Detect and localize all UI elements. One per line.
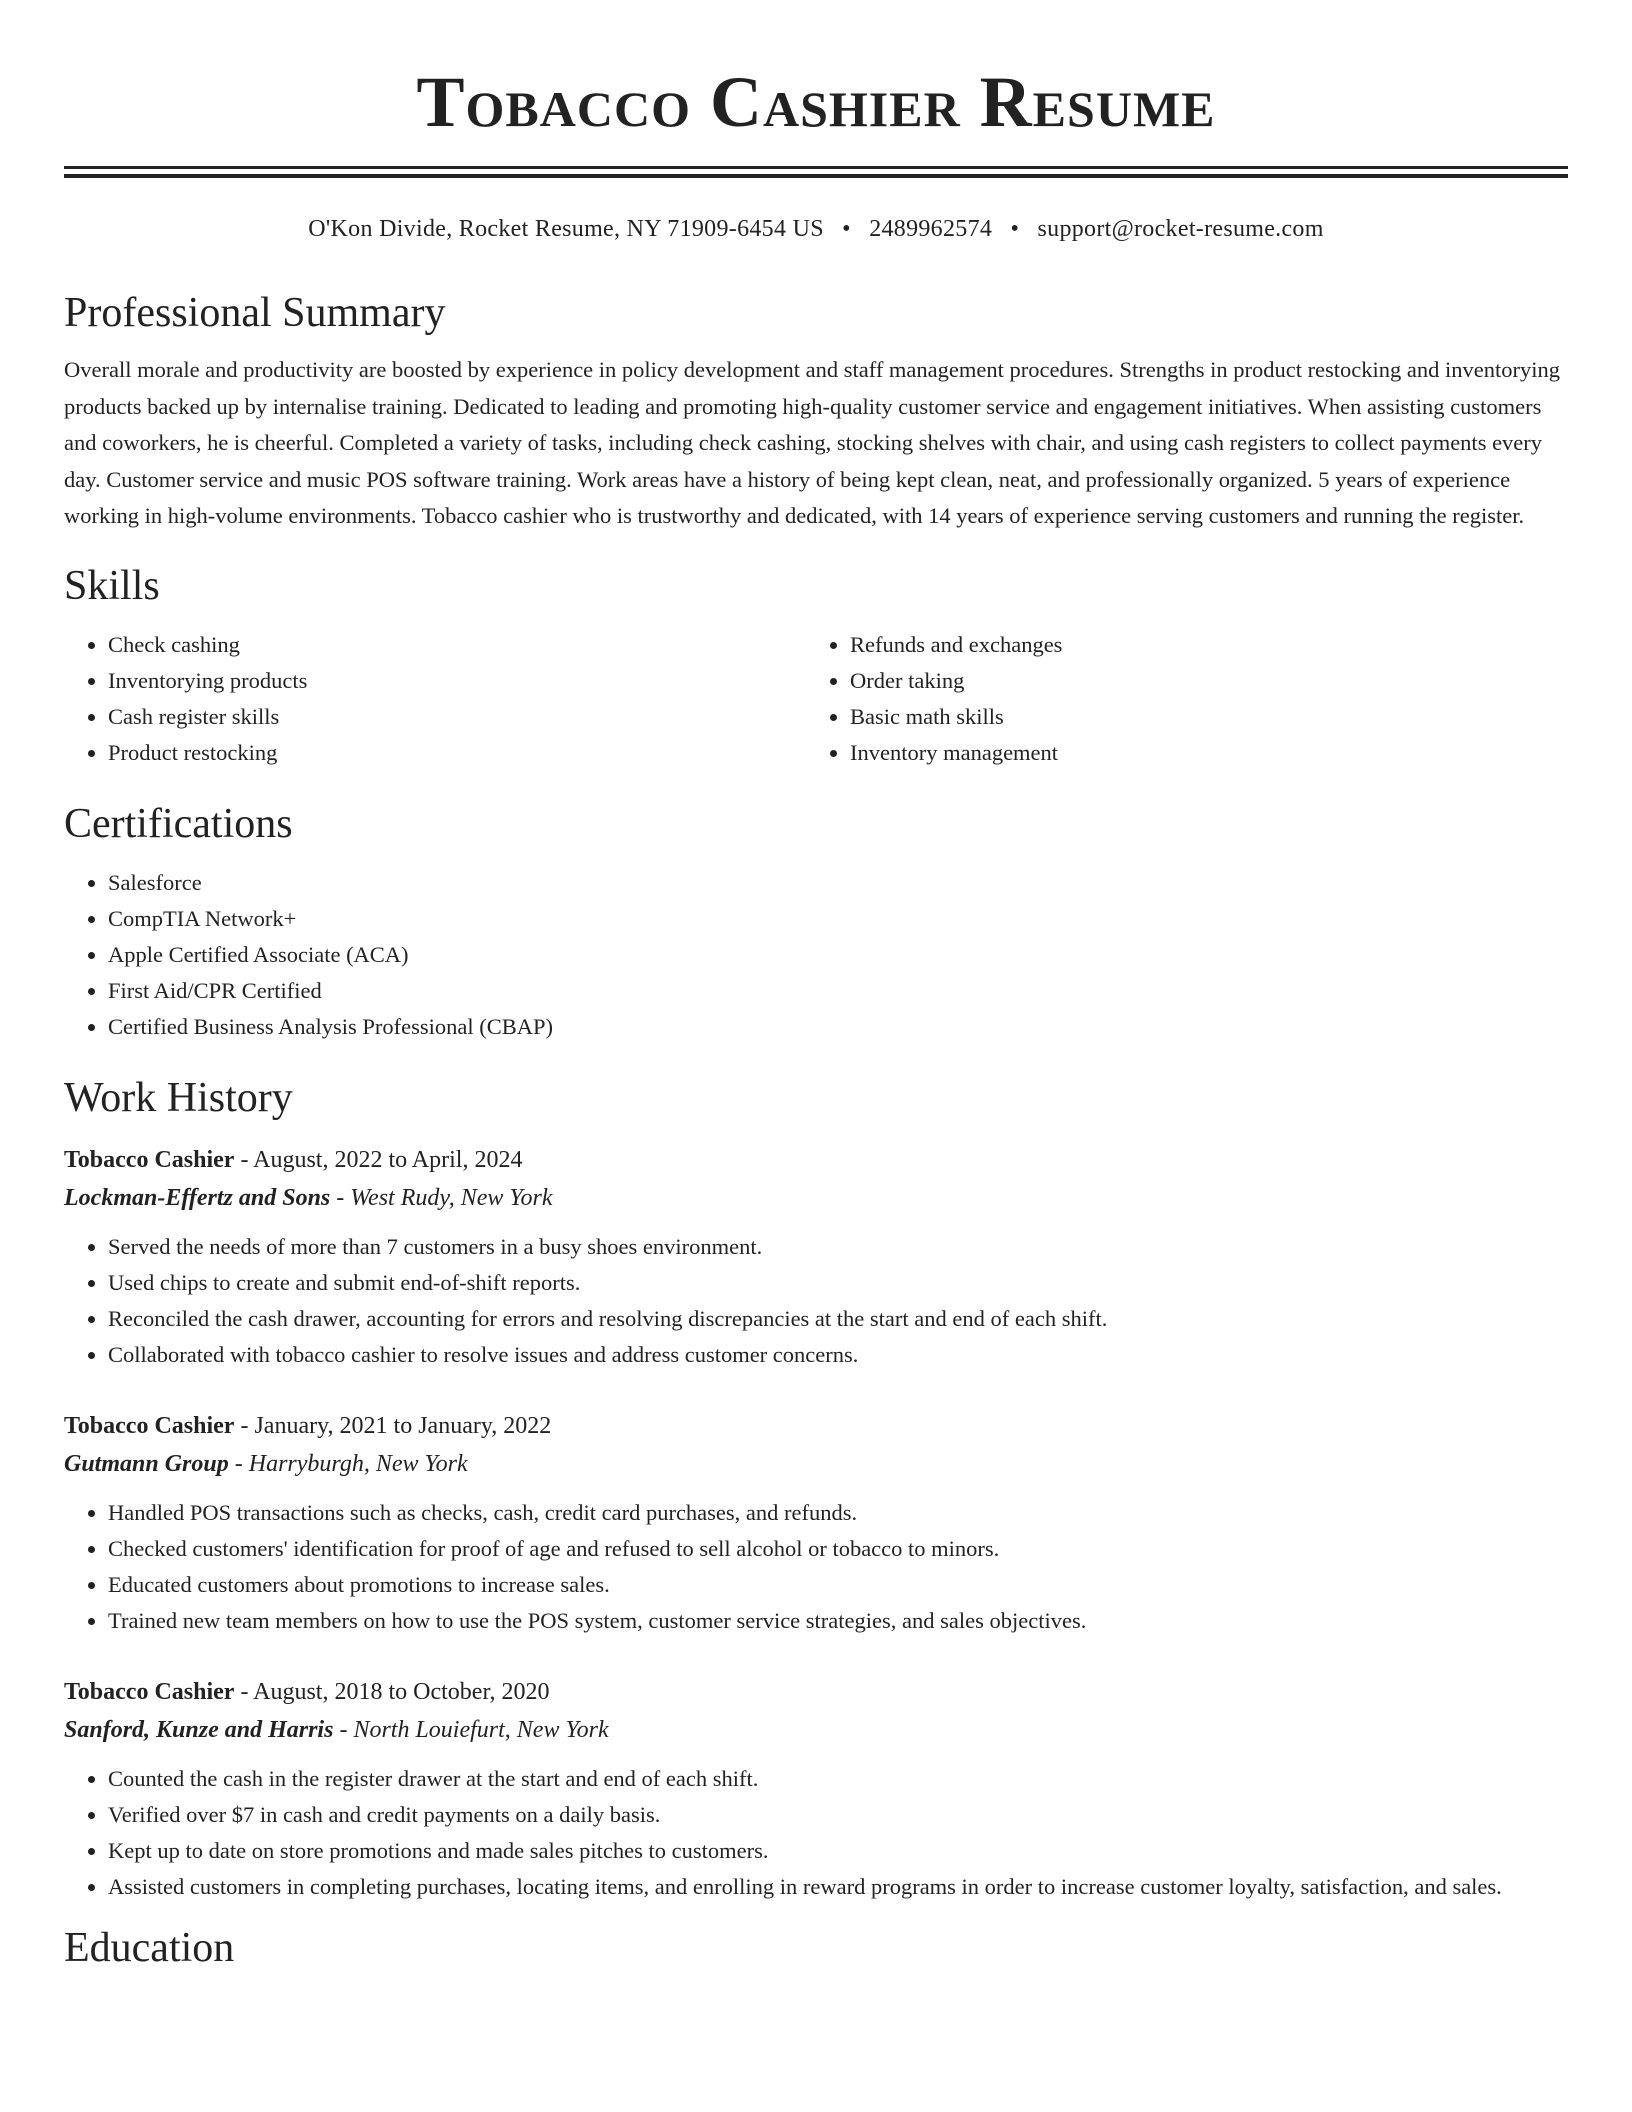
job-dash: - bbox=[228, 1450, 249, 1477]
job-bullet: • Collaborated with tobacco cashier to resolve issues and address customer concerns. bbox=[108, 1337, 1568, 1373]
certification-item: • Apple Certified Associate (ACA) bbox=[108, 937, 1568, 973]
job-dates: January, 2021 to January, 2022 bbox=[254, 1412, 552, 1439]
job-employer-line bbox=[64, 1711, 1568, 1749]
job-bullets bbox=[64, 1229, 1568, 1373]
skill-item: • Cash register skills bbox=[108, 699, 806, 735]
work-history-heading: Work History bbox=[64, 1074, 293, 1121]
job-dates: August, 2022 to April, 2024 bbox=[253, 1146, 523, 1173]
certification-item: • CompTIA Network+ bbox=[108, 901, 1568, 937]
job-entry bbox=[64, 1141, 1568, 1373]
skills-section bbox=[64, 561, 1568, 771]
job-title: Tobacco Cashier bbox=[64, 1678, 235, 1705]
job-bullets bbox=[64, 1495, 1568, 1639]
skills-column-right bbox=[806, 627, 1548, 771]
summary-section bbox=[64, 288, 1568, 535]
job-location: North Louiefurt, New York bbox=[353, 1716, 609, 1743]
job-location: West Rudy, New York bbox=[350, 1184, 553, 1211]
skills-list-right bbox=[806, 627, 1548, 771]
skill-item: • Inventory management bbox=[850, 735, 1548, 771]
job-bullet: • Educated customers about promotions to increase sales. bbox=[108, 1567, 1568, 1603]
summary-text: Overall morale and productivity are boosted by experience in policy development and staff management procedures. Strengths in product restocking and inventorying products backed up by internalise training. Dedicated to leading and promoting high-quality customer service and engagement initiatives. When assisting customers and coworkers, he is cheerful. Completed a variety of tasks, including check cashing, stocking shelves with chair, and using cash registers to collect payments every day. Customer service and music POS software training. Work areas have a history of being kept clean, neat, and professionally organized. 5 years of experience working in high-volume environments. Tobacco cashier who is trustworthy and dedicated, with 14 years of experience serving customers and running the register. bbox=[64, 357, 1561, 528]
job-title-line bbox=[64, 1673, 1568, 1711]
job-bullet: • Kept up to date on store promotions and made sales pitches to customers. bbox=[108, 1833, 1568, 1869]
resume-title: Tobacco Cashier Resume bbox=[416, 62, 1216, 142]
skill-item: • Check cashing bbox=[108, 627, 806, 663]
certification-item: • Salesforce bbox=[108, 865, 1568, 901]
resume-page bbox=[64, 0, 1568, 1973]
education-section bbox=[64, 1923, 1568, 1973]
job-title: Tobacco Cashier bbox=[64, 1146, 235, 1173]
contact-separator: • bbox=[842, 216, 851, 242]
job-employer: Lockman-Effertz and Sons bbox=[64, 1184, 331, 1211]
certification-item: • First Aid/CPR Certified bbox=[108, 973, 1568, 1009]
job-employer: Gutmann Group bbox=[64, 1450, 229, 1477]
skill-item: • Order taking bbox=[850, 663, 1548, 699]
summary-heading: Professional Summary bbox=[64, 290, 446, 336]
skill-item: • Basic math skills bbox=[850, 699, 1548, 735]
certifications-section bbox=[64, 799, 1568, 1045]
job-entry bbox=[64, 1407, 1568, 1639]
job-employer-line bbox=[64, 1445, 1568, 1483]
skill-item: • Product restocking bbox=[108, 735, 806, 771]
job-bullet: • Counted the cash in the register drawer at the start and end of each shift. bbox=[108, 1761, 1568, 1797]
skills-column-left bbox=[64, 627, 806, 771]
skill-item: • Inventorying products bbox=[108, 663, 806, 699]
job-title: Tobacco Cashier bbox=[64, 1412, 235, 1439]
education-heading: Education bbox=[64, 1924, 235, 1971]
job-bullet: • Assisted customers in completing purchases, locating items, and enrolling in reward programs in order to increase customer loyalty, satisfaction, and sales. bbox=[108, 1869, 1568, 1905]
work-history-section bbox=[64, 1073, 1568, 1905]
job-employer-line bbox=[64, 1179, 1568, 1217]
job-bullet: • Trained new team members on how to use the POS system, customer service strategies, and sales objectives. bbox=[108, 1603, 1568, 1639]
job-dash: - bbox=[330, 1184, 351, 1211]
title-double-rule bbox=[64, 166, 1568, 178]
job-bullet: • Served the needs of more than 7 customers in a busy shoes environment. bbox=[108, 1229, 1568, 1265]
job-dash: - bbox=[333, 1716, 354, 1743]
skills-list-left bbox=[64, 627, 806, 771]
job-dates: August, 2018 to October, 2020 bbox=[253, 1678, 550, 1705]
contact-email: support@rocket-resume.com bbox=[1037, 216, 1324, 242]
job-bullet: • Verified over $7 in cash and credit payments on a daily basis. bbox=[108, 1797, 1568, 1833]
skills-heading: Skills bbox=[64, 562, 160, 609]
certification-item: • Certified Business Analysis Professional (CBAP) bbox=[108, 1009, 1568, 1045]
job-title-line bbox=[64, 1407, 1568, 1445]
contact-separator: • bbox=[1010, 216, 1020, 242]
job-title-line bbox=[64, 1141, 1568, 1179]
job-bullets bbox=[64, 1761, 1568, 1905]
job-employer: Sanford, Kunze and Harris bbox=[64, 1716, 334, 1743]
job-bullet: • Checked customers' identification for proof of age and refused to sell alcohol or tobacco to minors. bbox=[108, 1531, 1568, 1567]
contact-phone: 2489962574 bbox=[869, 216, 993, 242]
skill-item: • Refunds and exchanges bbox=[850, 627, 1548, 663]
contact-line bbox=[64, 214, 1568, 244]
job-bullet: • Reconciled the cash drawer, accounting for errors and resolving discrepancies at the start and end of each shift. bbox=[108, 1301, 1568, 1337]
contact-address: O'Kon Divide, Rocket Resume, NY 71909-6454 US bbox=[308, 216, 824, 242]
certifications-heading: Certifications bbox=[64, 800, 293, 847]
job-bullet: • Used chips to create and submit end-of-shift reports. bbox=[108, 1265, 1568, 1301]
job-bullet: • Handled POS transactions such as checks, cash, credit card purchases, and refunds. bbox=[108, 1495, 1568, 1531]
job-location: Harryburgh, New York bbox=[248, 1450, 468, 1477]
job-entry bbox=[64, 1673, 1568, 1905]
job-dash: - bbox=[234, 1678, 254, 1705]
certifications-list bbox=[64, 865, 1568, 1045]
job-dash: - bbox=[234, 1146, 254, 1173]
skills-grid bbox=[64, 627, 1568, 771]
job-dash: - bbox=[234, 1412, 255, 1439]
